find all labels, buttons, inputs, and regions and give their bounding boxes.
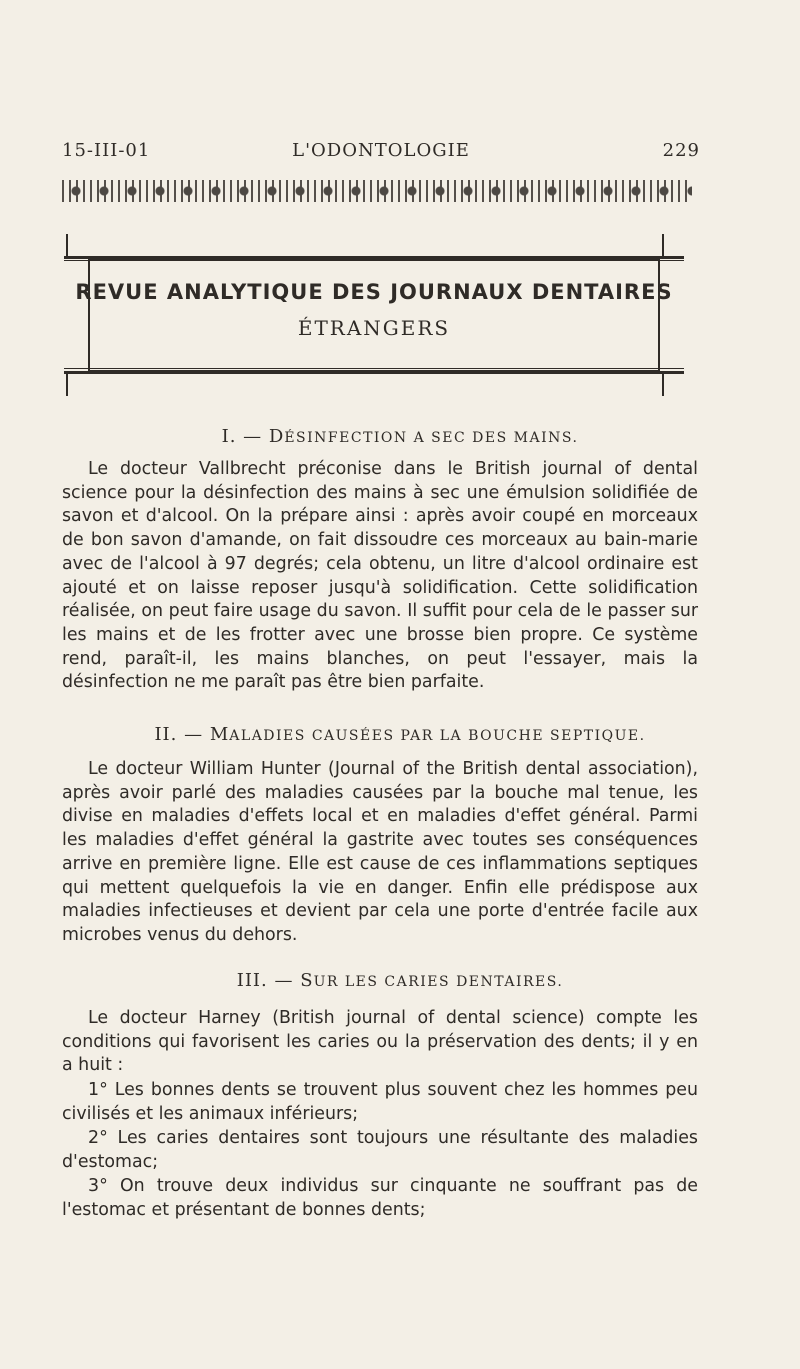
ornament-band	[62, 180, 692, 202]
journal-name: L'ODONTOLOGIE	[292, 140, 470, 161]
title-frame	[64, 228, 684, 398]
page-title: REVUE ANALYTIQUE DES JOURNAUX DENTAIRES	[75, 280, 673, 304]
running-head	[62, 140, 700, 162]
section-3-paragraph-intro: Le docteur Harney (British journal of dental science) compte les conditions qui favorisent les caries ou la préservation des dents; il y en a huit :	[62, 1008, 698, 1076]
title-box	[88, 258, 660, 372]
section-3-item-1: 1° Les bonnes dents se trouvent plus souvent chez les hommes peu civilisés et les animaux inférieurs;	[62, 1080, 698, 1124]
section-1-paragraph: Le docteur Vallbrecht préconise dans le British journal of dental science pour la désinfection des mains à sec une émulsion solidifiée de savon et d'alcool. On la prépare ainsi : après avoir coupé en morceaux de bon savon d'amande, on fait dissoudre ces morceaux au bain-marie avec de l'alcool à 97 degrés; cela obtenu, un litre d'alcool ordinaire est ajouté et on laisse reposer jusqu'à solidification. Cette solidification réalisée, on peut faire usage du savon. Il suffit pour cela de le passer sur les mains et de les frotter avec une brosse bien propre. Ce système rend, paraît-il, les mains blanches, on peut l'essayer, mais la désinfection ne me paraît pas être bien parfaite.	[62, 459, 698, 693]
section-3-item-3: 3° On trouve deux individus sur cinquante ne souffrant pas de l'estomac et présentant de bonnes dents;	[62, 1176, 698, 1220]
section-2-paragraph: Le docteur William Hunter (Journal of the British dental association), après avoir parlé des maladies causées par la bouche mal tenue, les divise en maladies d'effets local et en maladies d'effet général. Parmi les maladies d'effet général la gastrite avec toutes ses conséquences arrive en première ligne. Elle est cause de ces inflammations septiques qui mettent quelquefois la vie en danger. Enfin elle prédispose aux maladies infectieuses et devient par cela une porte d'entrée facile aux microbes venus du dehors.	[62, 759, 698, 945]
section-heading-1: I. — DÉSINFECTION A SEC DES MAINS.	[221, 426, 579, 447]
page-subtitle: ÉTRANGERS	[297, 316, 451, 340]
page-number: 229	[662, 140, 700, 161]
issue-date: 15-III-01	[62, 140, 151, 161]
section-3-item-2: 2° Les caries dentaires sont toujours une résultante des maladies d'estomac;	[62, 1128, 698, 1172]
section-heading-2: II. — MALADIES CAUSÉES PAR LA BOUCHE SEPTIQUE.	[154, 724, 646, 745]
section-heading-3: III. — SUR LES CARIES DENTAIRES.	[236, 970, 564, 991]
